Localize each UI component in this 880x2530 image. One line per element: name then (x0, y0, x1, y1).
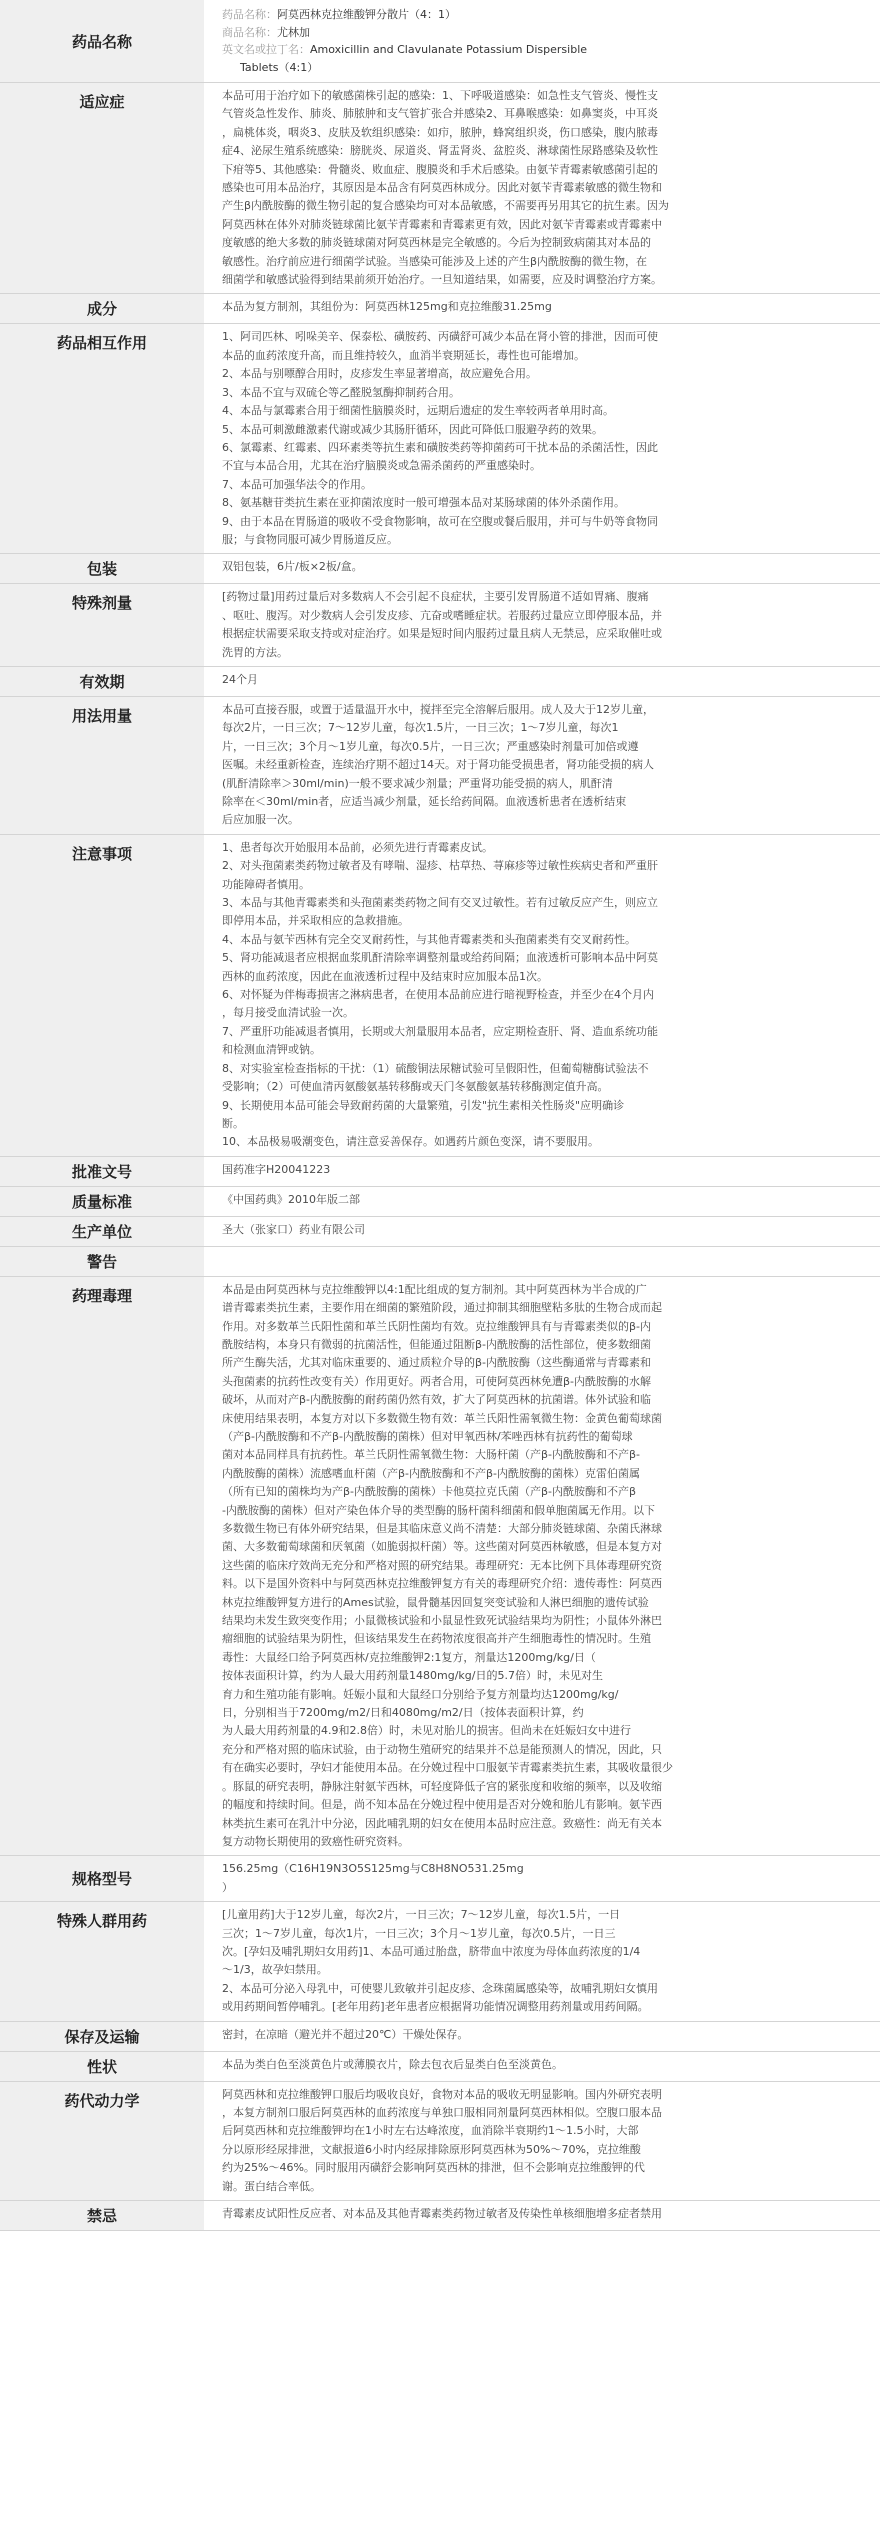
row-label: 有效期 (0, 666, 204, 696)
text-line: 根据症状需要采取支持或对症治疗。如果是短时间内服药过量且病人无禁忌，应采取催吐或 (222, 627, 662, 641)
text-line: 青霉素皮试阳性反应者、对本品及其他青霉素类药物过敏者及传染性单核细胞增多症者禁用 (222, 2207, 662, 2220)
text-line: 破坏，从而对产β-内酰胺酶的耐药菌仍然有效，扩大了阿莫西林的抗菌谱。体外试验和临 (222, 1393, 651, 1407)
row-content (204, 2051, 880, 2081)
text-line: 酰胺结构，本身只有微弱的抗菌活性，但能通过阻断β-内酰胺酶的活性部位，使多数细菌 (222, 1337, 651, 1351)
text-line: 7、本品可加强华法令的作用。 (222, 477, 372, 491)
text-line: 《中国药典》2010年版二部 (222, 1192, 360, 1206)
text-line: 多数微生物已有体外研究结果，但是其临床意义尚不清楚：大部分肺炎链球菌、杂菌氏淋球 (222, 1522, 662, 1535)
name-line: Tablets（4:1） (240, 60, 319, 74)
text-line (222, 1251, 870, 1269)
text-line: 国药准字H20041223 (222, 1162, 331, 1176)
text-line: 。豚鼠的研究表明，静脉注射氨苄西林，可轻度降低子宫的紧张度和收缩的频率，以及收缩 (222, 1779, 662, 1793)
name-line: 商品名称：尤林加 (222, 25, 310, 39)
text-line: 林类抗生素可在乳汁中分泌，因此哺乳期的妇女在使用本品时应注意。致癌性：尚无有关本 (222, 1816, 662, 1830)
text-line: ，扁桃体炎，咽炎3、皮肤及软组织感染：如疖，脓肿，蜂窝组织炎，伤口感染，腹内脓毒 (222, 125, 658, 139)
row-label: 药品名称 (0, 0, 204, 83)
text-line: 1、阿司匹林、吲哚美辛、保泰松、磺胺药、丙磺舒可减少本品在肾小管的排泄，因而可使 (222, 330, 658, 344)
text-line: 气管炎急性发作、肺炎、肺脓肿和支气管扩张合并感染2、耳鼻喉感染：如鼻窦炎，中耳炎 (222, 107, 658, 121)
name-line: 英文名或拉丁名：Amoxicillin and Clavulanate Potassium Dispersible (222, 43, 588, 56)
text-line: 内酰胺酶的菌株）流感嗜血杆菌（产β-内酰胺酶和不产β-内酰胺酶的菌株）克雷伯菌属 (222, 1466, 640, 1480)
row-content (204, 83, 880, 294)
row-content (204, 554, 880, 584)
row-label: 用法用量 (0, 696, 204, 834)
text-line: 本品为类白色至淡黄色片或薄膜衣片，除去包衣后显类白色至淡黄色。 (222, 2057, 563, 2071)
text-line: 即停用本品，并采取相应的急救措施。 (222, 914, 409, 928)
row-section (0, 294, 880, 324)
row-content (204, 1902, 880, 2021)
text-line: 本品是由阿莫西林与克拉维酸钾以4:1配比组成的复方制剂。其中阿莫西林为半合成的广 (222, 1282, 647, 1296)
row-section (0, 1856, 880, 1902)
text-line: 为人最大用药剂量的4.9和2.8倍）时，未见对胎儿的损害。但尚未在妊娠妇女中进行 (222, 1724, 631, 1738)
row-content (204, 1186, 880, 1216)
row-section (0, 1156, 880, 1186)
row-label: 性状 (0, 2051, 204, 2081)
text-line: 10、本品极易吸潮变色，请注意妥善保存。如遇药片颜色变深，请不要服用。 (222, 1135, 599, 1149)
row-label: 包装 (0, 554, 204, 584)
row-label: 药理毒理 (0, 1276, 204, 1856)
row-drug-name (0, 0, 880, 83)
text-line: 功能障碍者慎用。 (222, 877, 310, 891)
text-line: 6、对怀疑为伴梅毒损害之淋病患者，在使用本品前应进行暗视野检查，并至少在4个月内 (222, 988, 654, 1002)
text-line: 每次2片，一日三次；7～12岁儿童，每次1.5片，一日三次；1～7岁儿童，每次1 (222, 721, 619, 735)
row-section (0, 834, 880, 1156)
text-line: 约为25%～46%。同时服用丙磺舒会影响阿莫西林的排泄，但不会影响克拉维酸钾的代 (222, 2161, 645, 2175)
text-line: 阿莫西林在体外对肺炎链球菌比氨苄青霉素和青霉素更有效，因此对氨苄青霉素或青霉素中 (222, 217, 662, 231)
row-section (0, 1246, 880, 1276)
text-line: 阿莫西林和克拉维酸钾口服后均吸收良好，食物对本品的吸收无明显影响。国内外研究表明 (222, 2087, 662, 2101)
text-line: 除率在＜30ml/min者，应适当减少剂量，延长给药间隔。血液透析患者在透析结束 (222, 795, 627, 808)
row-label: 成分 (0, 294, 204, 324)
row-section (0, 584, 880, 667)
text-line: 片，一日三次；3个月～1岁儿童，每次0.5片，一日三次；严重感染时剂量可加倍或遵 (222, 739, 639, 753)
text-line: 156.25mg（C16H19N3O5S125mg与C8H8NO531.25mg (222, 1862, 524, 1876)
text-line: 床使用结果表明，本复方对以下多数微生物有效：革兰氏阳性需氧微生物：金黄色葡萄球菌 (222, 1411, 662, 1425)
row-section (0, 1216, 880, 1246)
row-content (204, 1216, 880, 1246)
text-line: 这些菌的临床疗效尚无充分和严格对照的研究结果。毒理研究：无本比例下具体毒理研究资 (222, 1558, 662, 1572)
row-label: 生产单位 (0, 1216, 204, 1246)
text-line: 次。[孕妇及哺乳期妇女用药]1、本品可通过胎盘，脐带血中浓度为母体血药浓度的1/4 (222, 1944, 641, 1958)
row-label: 特殊剂量 (0, 584, 204, 667)
text-line: 谱青霉素类抗生素，主要作用在细菌的繁殖阶段，通过抑制其细胞壁粘多肽的生物合成而起 (222, 1301, 662, 1315)
row-content (204, 1156, 880, 1186)
text-line: 双铝包装，6片/板×2板/盒。 (222, 560, 363, 574)
text-line: 菌、大多数葡萄球菌和厌氧菌（如脆弱拟杆菌）等。这些菌对阿莫西林敏感，但是本复方对 (222, 1540, 662, 1554)
text-line: 按体表面积计算，约为人最大用药剂量1480mg/kg/日的5.7倍）时，未见对生 (222, 1669, 603, 1683)
text-line: 5、本品可刺激雌激素代谢或减少其肠肝循环，因此可降低口服避孕药的效果。 (222, 422, 603, 436)
text-line: 的幅度和持续时间。但是，尚不知本品在分娩过程中使用是否对分娩和胎儿有影响。氨苄西 (222, 1798, 662, 1812)
text-line: 作用。对多数革兰氏阳性菌和革兰氏阴性菌均有效。克拉维酸钾具有与青霉素类似的β-内 (222, 1319, 651, 1333)
row-label: 注意事项 (0, 834, 204, 1156)
text-line: 受影响；（2）可使血清丙氨酸氨基转移酶或天门冬氨酸氨基转移酶测定值升高。 (222, 1080, 609, 1094)
text-line: 毒性：大鼠经口给予阿莫西林/克拉维酸钾2:1复方，剂量达1200mg/kg/日（ (222, 1650, 596, 1664)
text-line: 所产生酶失活，尤其对临床重要的、通过质粒介导的β-内酰胺酶（这些酶通常与青霉素和 (222, 1356, 651, 1370)
row-label: 批准文号 (0, 1156, 204, 1186)
text-line: 料。以下是国外资料中与阿莫西林克拉维酸钾复方有关的毒理研究介绍：遗传毒性：阿莫西 (222, 1577, 662, 1591)
text-line: 服；与食物同服可减少胃肠道反应。 (222, 532, 398, 546)
row-label: 适应症 (0, 83, 204, 294)
row-label: 禁忌 (0, 2201, 204, 2231)
row-section (0, 2081, 880, 2200)
row-content (204, 666, 880, 696)
text-line: ～1/3，故孕妇禁用。 (222, 1963, 328, 1977)
text-line: 9、长期使用本品可能会导致耐药菌的大量繁殖，引发"抗生素相关性肠炎"应明确诊 (222, 1098, 625, 1112)
text-line: 4、本品与氯霉素合用于细菌性脑膜炎时，远期后遗症的发生率较两者单用时高。 (222, 404, 614, 418)
text-line: 后应加服一次。 (222, 813, 299, 827)
row-content (204, 1276, 880, 1856)
row-content (204, 834, 880, 1156)
row-content (204, 2201, 880, 2231)
text-line: 西林的血药浓度，因此在血液透析过程中及结束时应加服本品1次。 (222, 969, 548, 983)
text-line: 圣大（张家口）药业有限公司 (222, 1222, 365, 1236)
text-line: 3、本品与其他青霉素类和头孢菌素类药物之间有交叉过敏性。若有过敏反应产生，则应立 (222, 896, 658, 910)
text-line: 6、氯霉素、红霉素、四环素类等抗生素和磺胺类药等抑菌药可干扰本品的杀菌活性，因此 (222, 440, 658, 454)
text-line: 不宜与本品合用，尤其在治疗脑膜炎或急需杀菌药的严重感染时。 (222, 459, 541, 473)
row-section (0, 1902, 880, 2021)
text-line: 2、本品可分泌入母乳中，可使婴儿致敏并引起皮疹、念珠菌属感染等，故哺乳期妇女慎用 (222, 1981, 658, 1995)
row-section (0, 2051, 880, 2081)
text-line: 本品可用于治疗如下的敏感菌株引起的感染：1、下呼吸道感染：如急性支气管炎、慢性支 (222, 89, 658, 102)
row-section (0, 554, 880, 584)
text-line: 症4、泌尿生殖系统感染：膀胱炎、尿道炎、肾盂肾炎、盆腔炎、淋球菌性尿路感染及软性 (222, 144, 658, 158)
text-line: 断。 (222, 1116, 244, 1130)
row-content (204, 2081, 880, 2200)
row-label: 保存及运输 (0, 2021, 204, 2051)
text-line: 结果均未发生致突变作用；小鼠微核试验和小鼠显性致死试验结果均为阴性；小鼠体外淋巴 (222, 1614, 662, 1628)
text-line: 7、严重肝功能减退者慎用，长期或大剂量服用本品者，应定期检查肝、肾、造血系统功能 (222, 1024, 658, 1038)
text-line: 育力和生殖功能有影响。妊娠小鼠和大鼠经口分别给予复方剂量均达1200mg/kg/ (222, 1687, 619, 1701)
text-line: 8、氨基糖苷类抗生素在亚抑菌浓度时一般可增强本品对某肠球菌的体外杀菌作用。 (222, 496, 625, 510)
text-line: 3、本品不宜与双硫仑等乙醛脱氢酶抑制药合用。 (222, 385, 460, 399)
text-line: ，每月接受血清试验一次。 (222, 1006, 354, 1020)
row-section (0, 2201, 880, 2231)
text-line: 三次；1～7岁儿童，每次1片，一日三次；3个月～1岁儿童，每次0.5片，一日三 (222, 1926, 616, 1940)
name-line: 药品名称：阿莫西林克拉维酸钾分散片（4：1） (222, 8, 456, 21)
text-line: ，本复方制剂口服后阿莫西林的血药浓度与单独口服相同剂量阿莫西林相似。空腹口服本品 (222, 2105, 662, 2119)
text-line: -内酰胺酶的菌株）但对产染色体介导的类型酶的肠杆菌科细菌和假单胞菌属无作用。以下 (222, 1503, 655, 1517)
text-line: 瘤细胞的试验结果为阴性，但该结果发生在药物浓度很高并产生细胞毒性的情况时。生殖 (222, 1632, 651, 1646)
row-content (204, 2021, 880, 2051)
text-line: 2、本品与别嘌醇合用时，皮疹发生率显著增高，故应避免合用。 (222, 367, 537, 381)
text-line: [药物过量]用药过量后对多数病人不会引起不良症状，主要引发胃肠道不适如胃痛、腹痛 (222, 590, 649, 604)
row-section (0, 1186, 880, 1216)
text-line: 24个月 (222, 672, 258, 686)
text-line: 洗胃的方法。 (222, 645, 288, 659)
row-label: 规格型号 (0, 1856, 204, 1902)
text-line: 医嘱。未经重新检查，连续治疗期不超过14天。对于肾功能受损患者，肾功能受损的病人 (222, 758, 654, 772)
text-line: 头孢菌素的抗药性改变有关）作用更好。两者合用，可使阿莫西林免遭β-内酰胺酶的水解 (222, 1374, 651, 1388)
text-line: 密封，在凉暗（避光并不超过20℃）干燥处保存。 (222, 2027, 469, 2041)
row-content (204, 324, 880, 554)
text-line: 本品为复方制剂，其组份为：阿莫西林125mg和克拉维酸31.25mg (222, 300, 552, 314)
text-line: 1、患者每次开始服用本品前，必须先进行青霉素皮试。 (222, 840, 493, 854)
row-content (204, 696, 880, 834)
text-line: 日，分别相当于7200mg/m2/日和4080mg/m2/日（按体表面积计算，约 (222, 1706, 584, 1720)
text-line: 复方动物长期使用的致癌性研究资料。 (222, 1834, 409, 1848)
text-line: 2、对头孢菌素类药物过敏者及有哮喘、湿疹、枯草热、荨麻疹等过敏性疾病史者和严重肝 (222, 859, 658, 873)
row-section (0, 696, 880, 834)
text-line: 充分和严格对照的临床试验，由于动物生殖研究的结果并不总是能预测人的情况，因此，只 (222, 1742, 662, 1756)
text-line: 5、肾功能减退者应根据血浆肌酐清除率调整剂量或给药间隔；血液透析可影响本品中阿莫 (222, 951, 658, 965)
row-content (204, 0, 880, 83)
text-line: 本品可直接吞服，或置于适量温开水中，搅拌至完全溶解后服用。成人及大于12岁儿童， (222, 702, 654, 716)
row-label: 警告 (0, 1246, 204, 1276)
row-section (0, 666, 880, 696)
text-line: 分以原形经尿排泄，文献报道6小时内经尿排除原形阿莫西林为50%～70%，克拉维酸 (222, 2142, 641, 2156)
text-line: (肌酐清除率＞30ml/min)一般不要求减少剂量；严重肾功能受损的病人，肌酐清 (222, 776, 613, 790)
text-line: 下疳等5、其他感染：骨髓炎、败血症、腹膜炎和手术后感染。由氨苄青霉素敏感菌引起的 (222, 162, 658, 176)
row-content (204, 584, 880, 667)
text-line: 林克拉维酸钾复方进行的Ames试验，鼠骨髓基因回复突变试验和人淋巴细胞的遗传试验 (222, 1595, 649, 1609)
row-label: 药代动力学 (0, 2081, 204, 2200)
text-line: 度敏感的绝大多数的肺炎链球菌对阿莫西林是完全敏感的。今后为控制致病菌其对本品的 (222, 236, 651, 250)
text-line: [儿童用药]大于12岁儿童，每次2片，一日三次；7～12岁儿童，每次1.5片，一日 (222, 1908, 621, 1922)
row-content (204, 1856, 880, 1902)
text-line: 4、本品与氨苄西林有完全交叉耐药性，与其他青霉素类和头孢菌素类有交叉耐药性。 (222, 932, 636, 946)
row-content (204, 294, 880, 324)
row-label: 药品相互作用 (0, 324, 204, 554)
text-line: （所有已知的菌株均为产β-内酰胺酶的菌株）卡他莫拉克氏菌（产β-内酰胺酶和不产β (222, 1485, 636, 1499)
text-line: 细菌学和敏感试验得到结果前须开始治疗。一旦知道结果，如需要，应及时调整治疗方案。 (222, 273, 662, 287)
row-section (0, 324, 880, 554)
text-line: 谢。蛋白结合率低。 (222, 2179, 321, 2193)
row-section (0, 2021, 880, 2051)
text-line: 或用药期间暂停哺乳。[老年用药]老年患者应根据肾功能情况调整用药剂量或用药间隔。 (222, 2000, 649, 2014)
text-line: 后阿莫西林和克拉维酸钾均在1小时左右达峰浓度，血消除半衰期约1～1.5小时，大部 (222, 2124, 639, 2138)
text-line: 9、由于本品在胃肠道的吸收不受食物影响，故可在空腹或餐后服用，并可与牛奶等食物同 (222, 514, 658, 528)
text-line: 、呕吐、腹泻。对少数病人会引发皮疹、亢奋或嗜睡症状。若服药过量应立即停服本品，并 (222, 608, 662, 622)
text-line: 产生β内酰胺酶的微生物引起的复合感染均可对本品敏感，不需要再另用其它的抗生素。因为 (222, 199, 670, 213)
text-line: ） (222, 1880, 233, 1894)
text-line: 敏感性。治疗前应进行细菌学试验。当感染可能涉及上述的产生β内酰胺酶的微生物，在 (222, 254, 648, 268)
text-line: 感染也可用本品治疗，其原因是本品含有阿莫西林成分。因此对氨苄青霉素敏感的微生物和 (222, 181, 662, 195)
row-content (204, 1246, 880, 1276)
text-line: （产β-内酰胺酶和不产β-内酰胺酶的菌株）但对甲氧西林/苯唑西林有抗药性的葡萄球 (222, 1429, 633, 1443)
text-line: 有在确实必要时，孕妇才能使用本品。在分娩过程中口服氨苄青霉素类抗生素，其吸收量很少 (222, 1761, 673, 1775)
text-line: 8、对实验室检查指标的干扰：（1）硫酸铜法尿糖试验可呈假阳性，但葡萄糖酶试验法不 (222, 1061, 649, 1075)
text-line: 本品的血药浓度升高，而且维持较久，血消半衰期延长，毒性也可能增加。 (222, 348, 585, 362)
row-section (0, 83, 880, 294)
text-line: 菌对本品同样具有抗药性。革兰氏阴性需氧微生物：大肠杆菌（产β-内酰胺酶和不产β- (222, 1448, 640, 1462)
row-section (0, 1276, 880, 1856)
row-label: 质量标准 (0, 1186, 204, 1216)
text-line: 和检测血清钾或钠。 (222, 1043, 321, 1057)
row-label: 特殊人群用药 (0, 1902, 204, 2021)
